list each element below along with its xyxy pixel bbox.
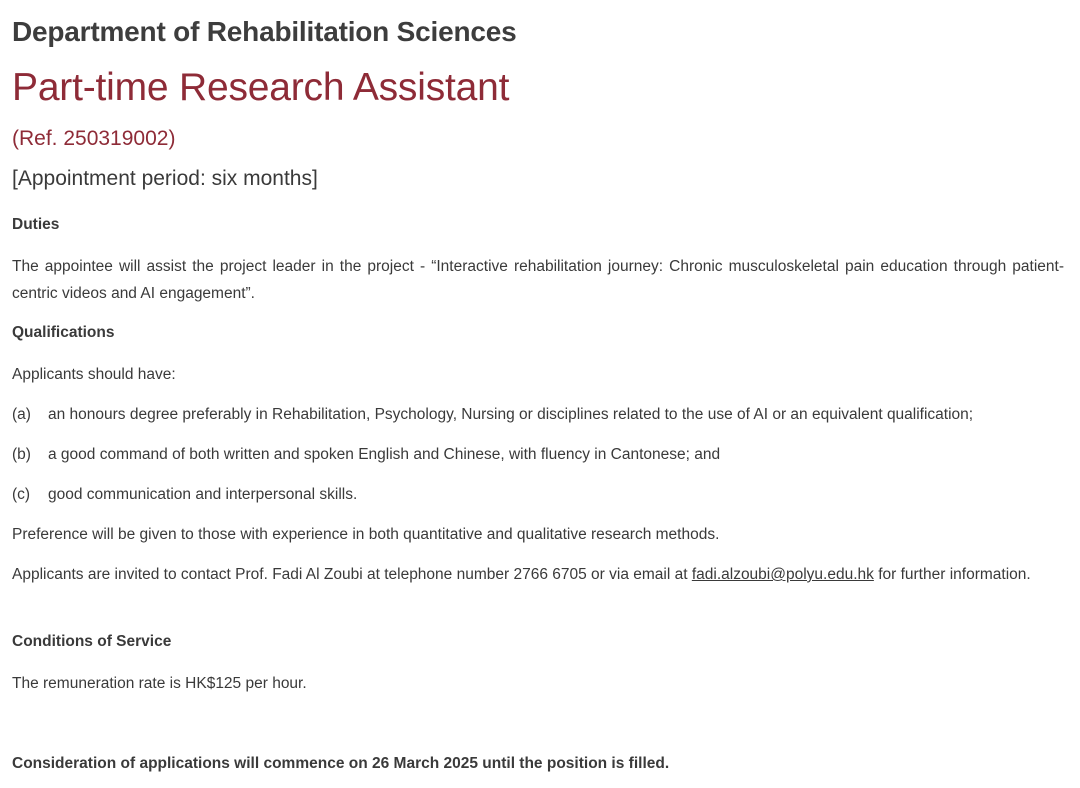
contact-email-link[interactable]: fadi.alzoubi@polyu.edu.hk: [691, 566, 874, 583]
qualification-item-text: an honours degree preferably in Rehabilitation, Psychology, Nursing or disciplines related to the use of AI or an equivalent qualification;: [48, 406, 974, 423]
contact-text-before: Applicants are invited to contact Prof. Fadi Al Zoubi at telephone number 2766 6705 or via email at: [12, 566, 688, 583]
position-title: Part-time Research Assistant: [12, 66, 510, 109]
qualification-item: [12, 441, 1064, 468]
duties-heading: Duties: [12, 216, 60, 233]
qualifications-intro: Applicants should have:: [12, 366, 176, 383]
conditions-heading: Conditions of Service: [12, 633, 172, 650]
appointment-period: [Appointment period: six months]: [12, 167, 318, 190]
conditions-text: The remuneration rate is HK$125 per hour.: [12, 675, 307, 692]
closing-note: Consideration of applications will commence on 26 March 2025 until the position is filled.: [12, 755, 670, 772]
qualification-item-text: good communication and interpersonal skills.: [48, 486, 358, 503]
preference-text: Preference will be given to those with experience in both quantitative and qualitative research methods.: [12, 526, 720, 543]
qualification-item: [12, 401, 1064, 428]
qualifications-heading: Qualifications: [12, 324, 115, 341]
qualification-item: [12, 481, 1064, 508]
qualification-item-tag: (b): [12, 446, 31, 463]
department-heading: Department of Rehabilitation Sciences: [12, 16, 517, 47]
contact-paragraph: [12, 561, 1064, 588]
qualification-item-tag: (a): [12, 406, 31, 423]
qualification-item-tag: (c): [12, 486, 31, 503]
duties-text: The appointee will assist the project leader in the project - “Interactive rehabilitation journey: Chronic musculoskeletal pain education through patient-centric videos and AI engagement”.: [12, 258, 1064, 302]
contact-text-after: for further information.: [878, 566, 1031, 583]
qualification-item-text: a good command of both written and spoken English and Chinese, with fluency in Cantonese; and: [48, 446, 721, 463]
reference-number: (Ref. 250319002): [12, 127, 176, 150]
